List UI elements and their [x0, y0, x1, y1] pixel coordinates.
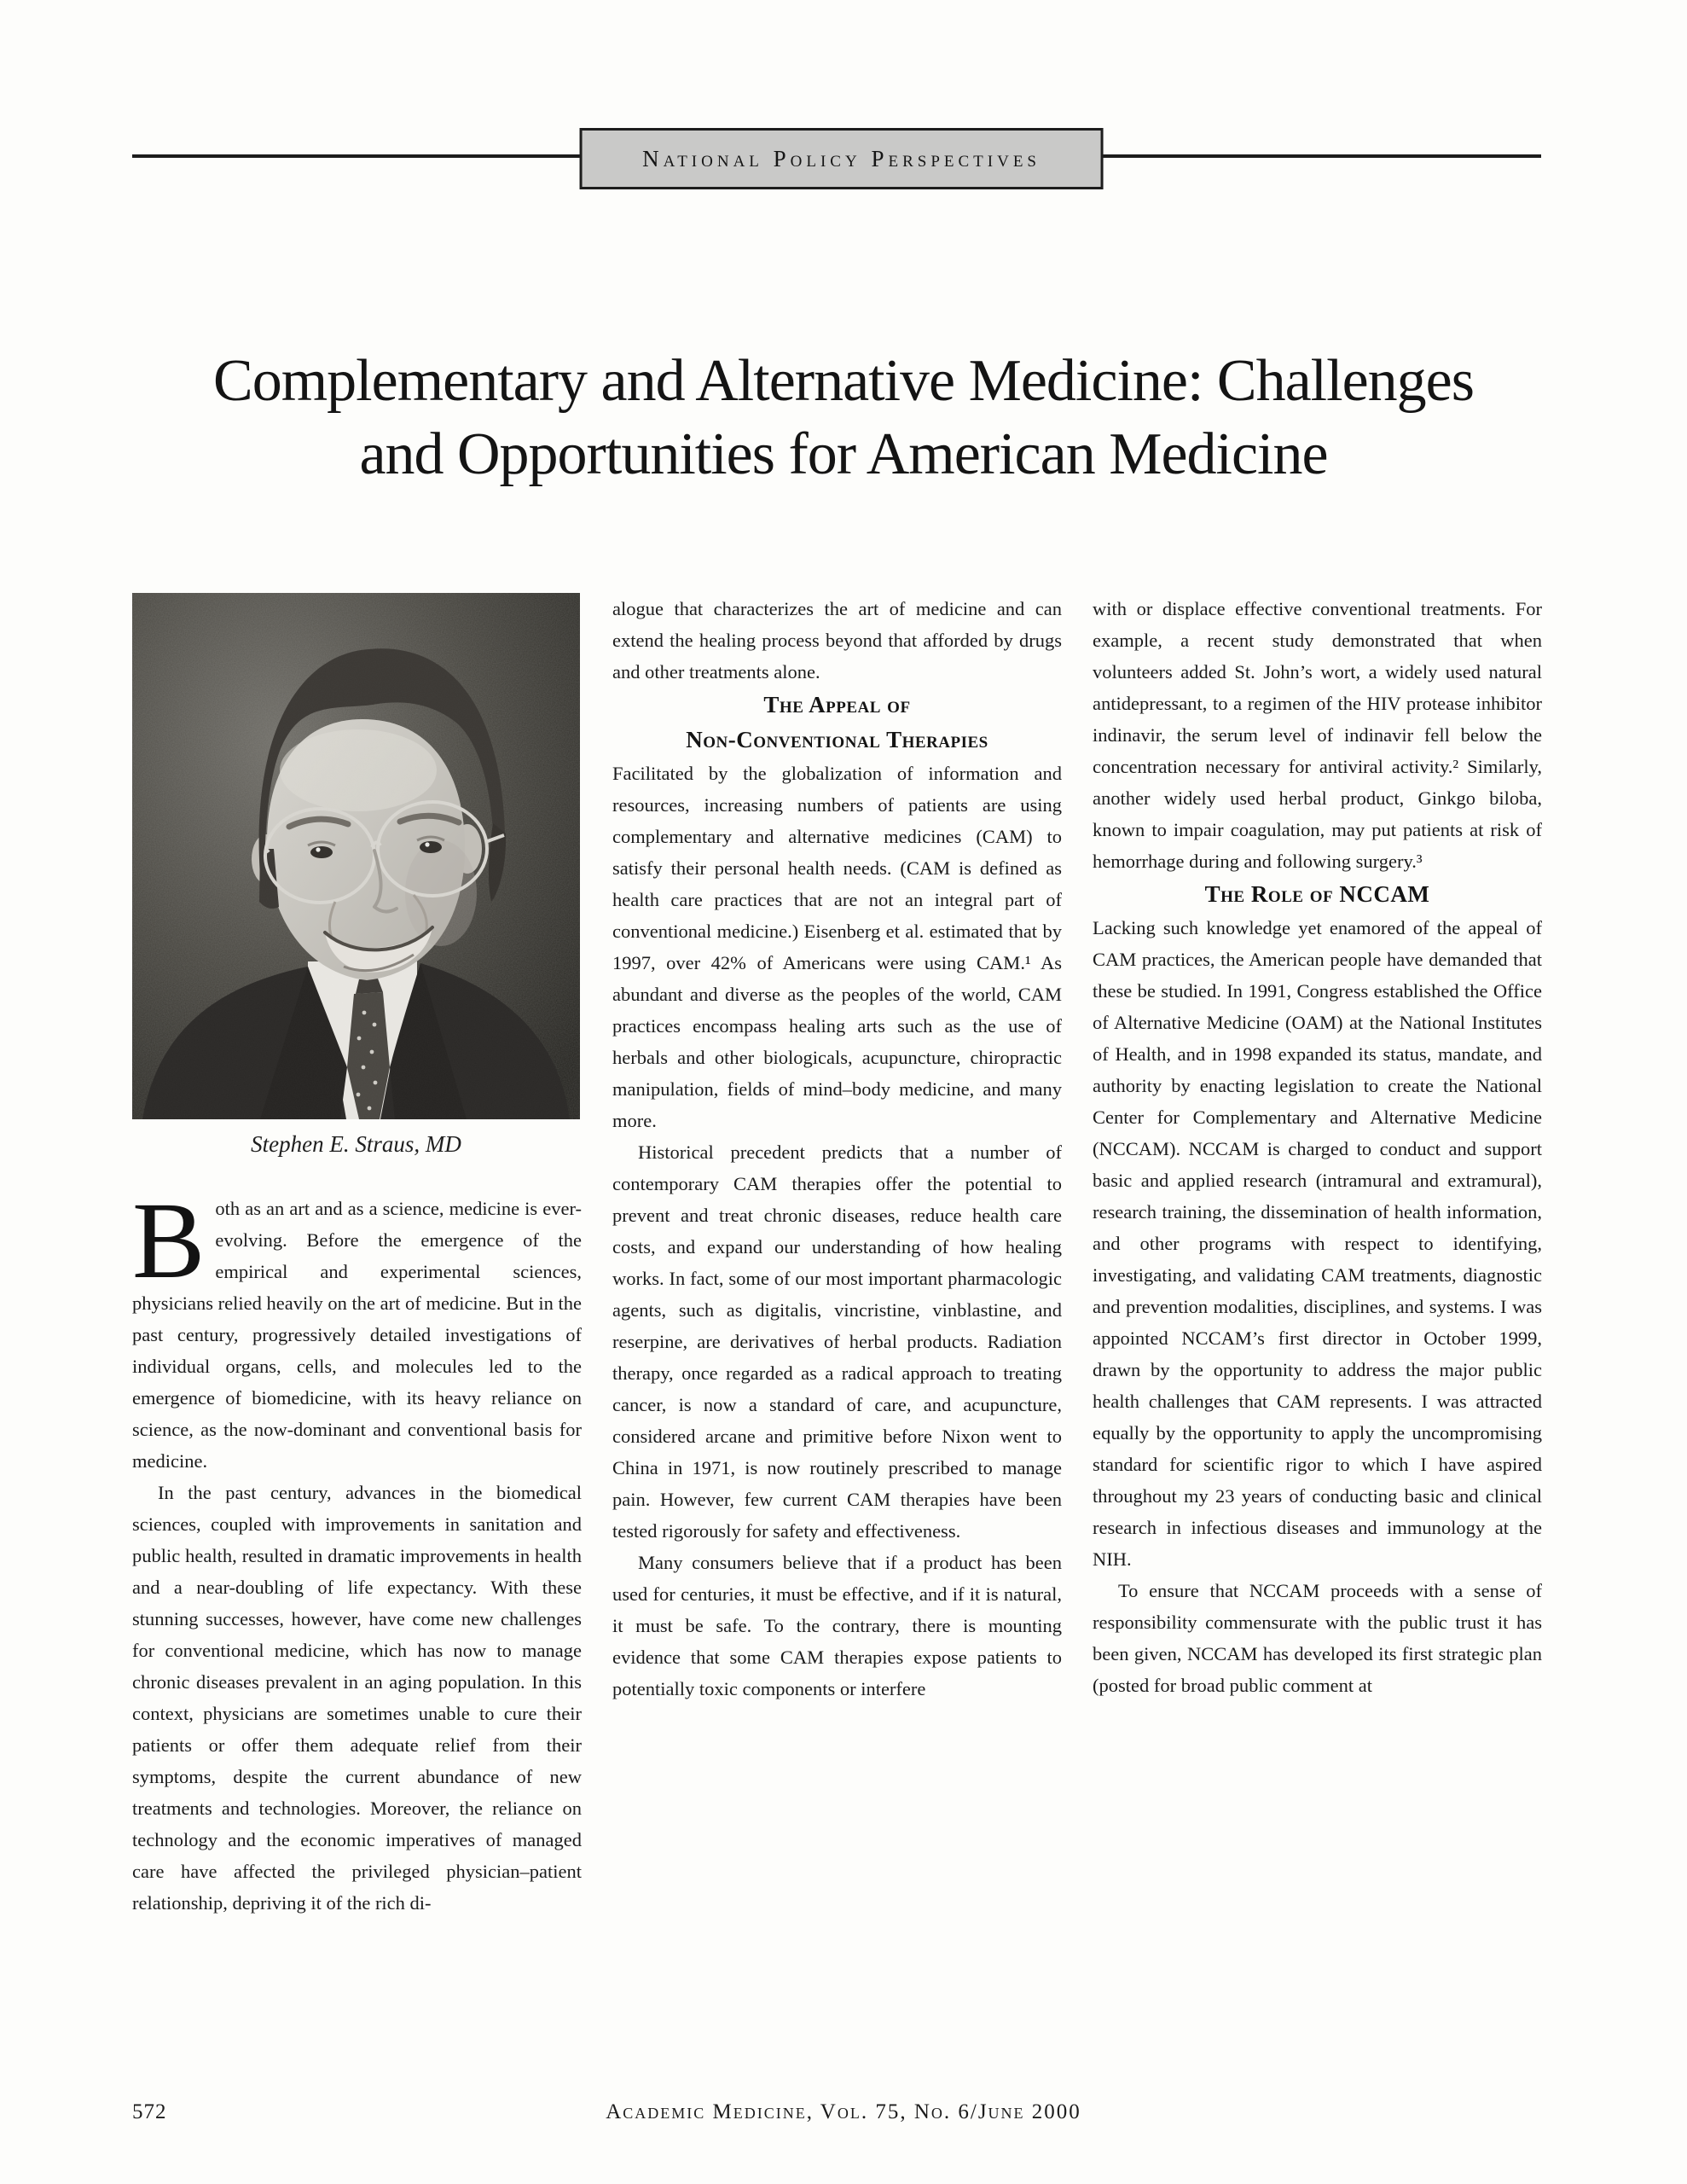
- article-title: [0, 345, 1687, 491]
- body-paragraph-continued: with or displace effective conventional treatments. For example, a recent study demonstrated that when volunteers added St. John’s wort, a widely used natural antidepressant, to a regimen of the HIV protease inhibitor indinavir, the serum level of indinavir fell below the concentration necessary for antiviral activity.² Similarly, another widely used herbal product, Ginkgo biloba, known to impair coagulation, may put patients at risk of hemorrhage during and following surgery.³: [1093, 598, 1542, 872]
- body-paragraph: Historical precedent predicts that a number of contemporary CAM therapies offer the potential to prevent and treat chronic diseases, reduce health care costs, and expand our understanding of how healing works. In fact, some of our most important pharmacologic agents, such as digitalis, vincristine, vinblastine, and reserpine, are derivatives of herbal products. Radiation therapy, once regarded as a radical approach to treating cancer, is now a standard of care, and acupuncture, considered arcane and primitive before Nixon went to China in 1971, is now routinely prescribed to manage pain. However, few current CAM therapies have been tested rigorously for safety and effectiveness.: [612, 1141, 1062, 1542]
- column-3: [1093, 593, 1542, 1701]
- banner-box: [580, 128, 1104, 189]
- body-paragraph: Lacking such knowledge yet enamored of the appeal of CAM practices, the American people have demanded that these be studied. In 1991, Congress established the Office of Alternative Medicine (OAM) at the National Institutes of Health, and in 1998 expanded its status, mandate, and authority by enacting legislation to create the National Center for Complementary and Alternative Medicine (NCCAM). NCCAM is charged to conduct and support basic and applied research (intramural and extramural), research training, the dissemination of health information, and other programs with respect to identifying, investigating, and validating CAM treatments, diagnostic and prevention modalities, disciplines, and systems. I was appointed NCCAM’s first director in October 1999, drawn by the opportunity to address the major public health challenges that CAM represents. I was attracted equally by the opportunity to apply the uncompromising standard for scientific rigor to which I have aspired throughout my 23 years of conducting basic and clinical research in infectious diseases and immunology at the NIH.: [1093, 917, 1542, 1570]
- page-footer: [0, 2100, 1687, 2135]
- body-paragraph: In the past century, advances in the biomedical sciences, coupled with improvements in sanitation and public health, resulted in dramatic improvements in health and a near-doubling of life expectancy. With these stunning successes, however, have come new challenges for conventional medicine, which has now to manage chronic diseases prevalent in an aging population. In this context, physicians are sometimes unable to cure their patients or offer them adequate relief from their symptoms, despite the current abundance of new treatments and technologies. Moreover, the reliance on technology and the economic imperatives of managed care have affected the privileged physician–patient relationship, depriving it of the rich di-: [132, 1482, 582, 1914]
- column-1: [132, 593, 582, 1919]
- portrait-caption: Stephen E. Straus, MD: [251, 1131, 461, 1157]
- title-line-1: Complementary and Alternative Medicine: Challenges: [213, 348, 1474, 414]
- page-number: 572: [132, 2100, 167, 2123]
- heading-line-1: The Role of NCCAM: [1204, 881, 1430, 907]
- heading-line-1: The Appeal of: [763, 692, 911, 717]
- portrait-photo: [132, 593, 580, 1119]
- body-paragraph: Facilitated by the globalization of information and resources, increasing numbers of patients are using complementary and alternative medicines (CAM) to satisfy their personal health needs. (CAM is defined as health care practices that are not an integral part of conventional medicine.) Eisenberg et al. estimated that by 1997, over 42% of Americans were using CAM.¹ As abundant and diverse as the peoples of the world, CAM practices encompass healing arts such as the use of herbals and other biologicals, acupuncture, chiropractic manipulation, fields of mind–body medicine, and many more.: [612, 763, 1062, 1131]
- body-paragraph-lead: [132, 1180, 582, 1477]
- section-heading-appeal: [612, 688, 1062, 758]
- body-paragraph: Many consumers believe that if a product has been used for centuries, it must be effective, and if it is natural, it must be safe. To the contrary, there is mounting evidence that some CAM therapies expose patients to potentially toxic components or interfere: [612, 1552, 1062, 1699]
- banner-label: National Policy Perspectives: [642, 145, 1041, 171]
- heading-line-2: Non-Conventional Therapies: [686, 727, 988, 752]
- body-paragraph-continued: alogue that characterizes the art of medicine and can extend the healing process beyond that afforded by drugs and other treatments alone.: [612, 598, 1062, 682]
- title-line-2: and Opportunities for American Medicine: [359, 421, 1328, 487]
- portrait-figure: [132, 593, 580, 1159]
- journal-citation: Academic Medicine, Vol. 75, No. 6/June 2000: [606, 2100, 1081, 2123]
- column-2: [612, 593, 1062, 1705]
- body-paragraph: To ensure that NCCAM proceeds with a sense of responsibility commensurate with the public trust it has been given, NCCAM has developed its first strategic plan (posted for broad public comment at: [1093, 1580, 1542, 1696]
- section-heading-role: [1093, 877, 1542, 912]
- lead-paragraph-text: oth as an art and as a science, medicine is ever-evolving. Before the emergence of the empirical and experimental sciences, physicians relied heavily on the art of medicine. But in the past century, progressively detailed investigations of individual organs, cells, and molecules led to the emergence of biomedicine, with its heavy reliance on science, as the now-dominant and conventional basis for medicine.: [132, 1198, 582, 1472]
- drop-cap: B: [132, 1180, 206, 1301]
